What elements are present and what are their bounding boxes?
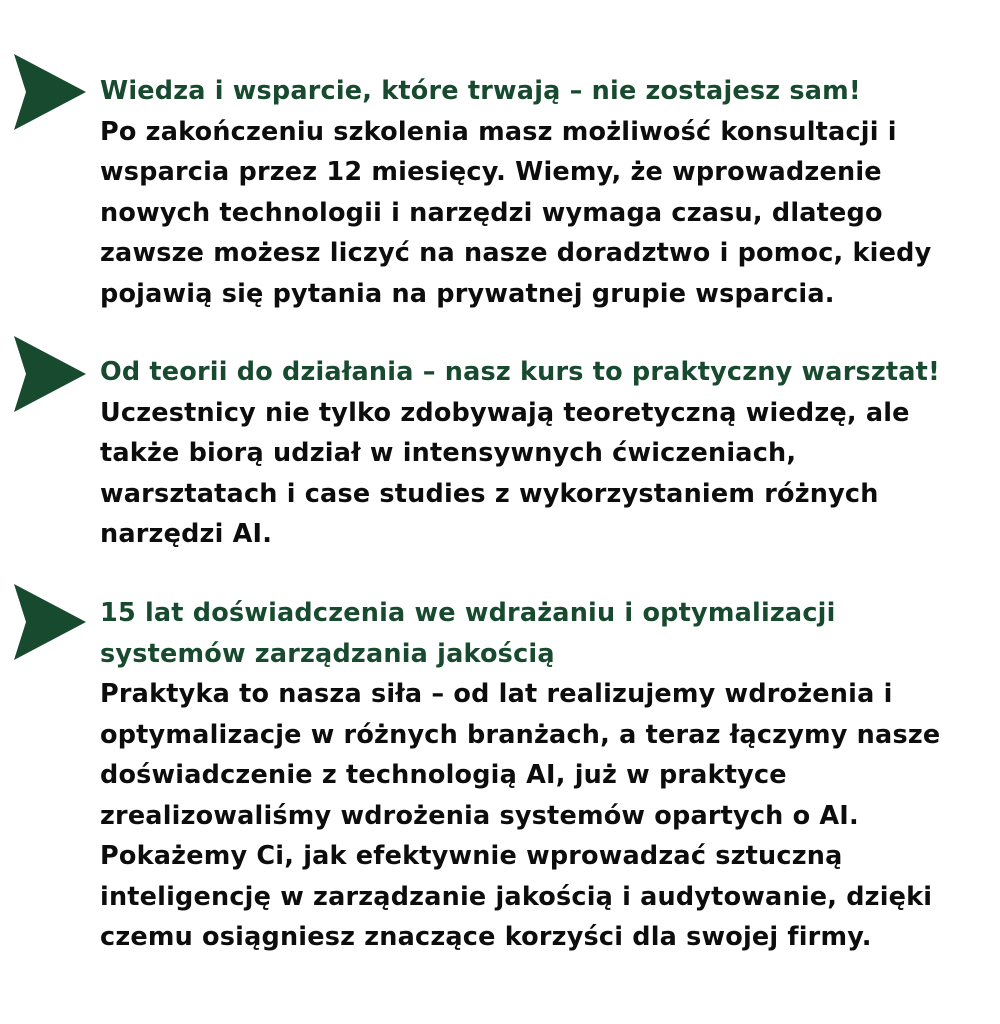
feature-title: Od teorii do działania – nasz kurs to praktyczny warsztat! — [100, 357, 940, 387]
feature-text — [100, 352, 980, 555]
feature-title: 15 lat doświadczenia we wdrażaniu i optymalizacji systemów zarządzania jakością — [100, 598, 836, 669]
feature-text — [100, 71, 980, 314]
feature-body: Praktyka to nasza siła – od lat realizujemy wdrożenia i optymalizacje w różnych branżach, a teraz łączymy nasze doświadczenie z technologią AI, już w praktyce zrealizowaliśmy wdrożenia systemów opartych o AI. Pokażemy Ci, jak efektywnie wprowadzać sztuczną inteligencję w zarządzanie jakością i audytowanie, dzięki czemu osiągniesz znaczące korzyści dla swojej firmy. — [100, 679, 941, 952]
feature-text — [100, 593, 980, 958]
chevron-right-icon — [14, 336, 86, 412]
chevron-right-icon — [14, 584, 86, 660]
feature-body: Po zakończeniu szkolenia masz możliwość konsultacji i wsparcia przez 12 miesięcy. Wiemy, że wprowadzenie nowych technologii i narzędzi wymaga czasu, dlatego zawsze możesz liczyć na nasze doradztwo i pomoc, kiedy pojawią się pytania na prywatnej grupie wsparcia. — [100, 116, 932, 309]
chevron-right-icon — [14, 54, 86, 130]
feature-title: Wiedza i wsparcie, które trwają – nie zostajesz sam! — [100, 76, 861, 106]
feature-body: Uczestnicy nie tylko zdobywają teoretyczną wiedzę, ale także biorą udział w intensywnych ćwiczeniach, warsztatach i case studies z wykorzystaniem różnych narzędzi AI. — [100, 397, 910, 549]
